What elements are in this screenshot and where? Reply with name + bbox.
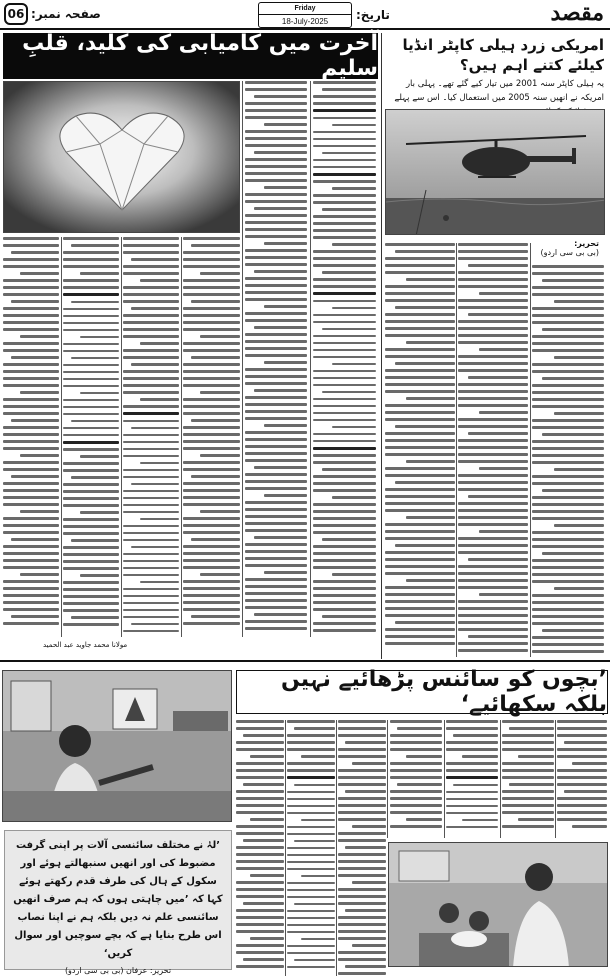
column-divider bbox=[500, 720, 501, 838]
article-lead: یہ ہیلی کاپٹر سنہ 2001 میں تیار کیے گئے تھے۔ پہلی بار امریکہ نے انھیں سنہ 2005 میں استعمال کیا۔ اس سے پہلے bbox=[394, 79, 604, 103]
classroom-photo bbox=[388, 842, 608, 967]
page-number-block bbox=[4, 3, 101, 25]
page-number: 06 bbox=[4, 3, 28, 25]
column-divider bbox=[444, 720, 445, 838]
body-column bbox=[338, 720, 386, 976]
article-headline: امریکی زرد ہیلی کاپٹر انڈیا کیلئے کتنے اہم ہیں؟ bbox=[402, 36, 604, 74]
column-divider bbox=[310, 81, 311, 637]
body-column bbox=[446, 720, 498, 838]
body-column bbox=[385, 243, 455, 657]
date-box bbox=[258, 2, 352, 28]
column-divider bbox=[336, 720, 337, 976]
body-column bbox=[123, 237, 179, 637]
article-qalb-e-saleem bbox=[3, 33, 378, 659]
column-divider bbox=[387, 720, 388, 838]
body-column bbox=[245, 81, 307, 637]
article-science-education bbox=[0, 660, 610, 980]
body-column bbox=[502, 720, 554, 838]
column-divider bbox=[61, 237, 62, 637]
author-label: تحریر: bbox=[574, 239, 599, 248]
heart-diamond-photo bbox=[3, 81, 240, 233]
column-divider bbox=[181, 237, 182, 637]
body-column bbox=[236, 720, 284, 976]
column-divider bbox=[285, 720, 286, 976]
pull-quote-author-name: عرفان (بی بی سی اردو) bbox=[64, 966, 148, 975]
date-day: Friday bbox=[259, 3, 351, 15]
article-author bbox=[540, 239, 599, 257]
helicopter-photo bbox=[385, 109, 605, 235]
pull-quote-text: ’لہٰ نے مختلف سائنسی آلات پر اپنی گرفت مضبوط کی اور انھیں سنبھالتے ہوئے اور سکول کے ہال کی طرف قدم رکھتے ہوئے کہا کہ ’میں چاہتی ہوں کہ ہم صرف انھیں سائنسی علم نہ دیں بلکہ ہم نے اپنا نصاب اس طرح بنایا ہے کہ بچے سوچیں اور سوال کریں‘ bbox=[13, 840, 223, 959]
pull-quote bbox=[4, 830, 232, 975]
pull-quote-author-label: تحریر: bbox=[149, 966, 172, 975]
author-name: (بی بی سی اردو) bbox=[540, 248, 599, 257]
body-column bbox=[532, 265, 604, 657]
newspaper-logo: مقصد bbox=[550, 0, 604, 26]
body-column bbox=[183, 237, 240, 637]
masthead bbox=[0, 0, 610, 30]
column-divider bbox=[121, 237, 122, 637]
column-divider bbox=[242, 81, 243, 637]
body-column bbox=[3, 237, 59, 637]
body-column bbox=[458, 243, 528, 657]
column-divider bbox=[530, 243, 531, 657]
article-signature: مولانا محمد جاوید عبد الحمید bbox=[43, 641, 128, 649]
body-column bbox=[557, 720, 607, 838]
body-column bbox=[63, 237, 119, 637]
page-number-label: صفحہ نمبر: bbox=[31, 7, 101, 21]
article-banner: آخرت میں کامیابی کی کلید، قلبِ سلیم bbox=[3, 33, 378, 79]
column-divider bbox=[555, 720, 556, 838]
column-divider bbox=[456, 243, 457, 657]
date-label: تاریخ: bbox=[356, 8, 390, 22]
article-helicopters bbox=[381, 33, 607, 659]
teacher-photo bbox=[2, 670, 232, 822]
pull-quote-author bbox=[11, 965, 225, 977]
body-column bbox=[390, 720, 442, 838]
date-value: 18-July-2025 bbox=[281, 17, 329, 26]
article-banner: ’بچوں کو سائنس پڑھائیے نہیں بلکہ سکھائیے‘ bbox=[236, 670, 608, 714]
body-column bbox=[287, 720, 335, 976]
body-column bbox=[313, 81, 376, 637]
